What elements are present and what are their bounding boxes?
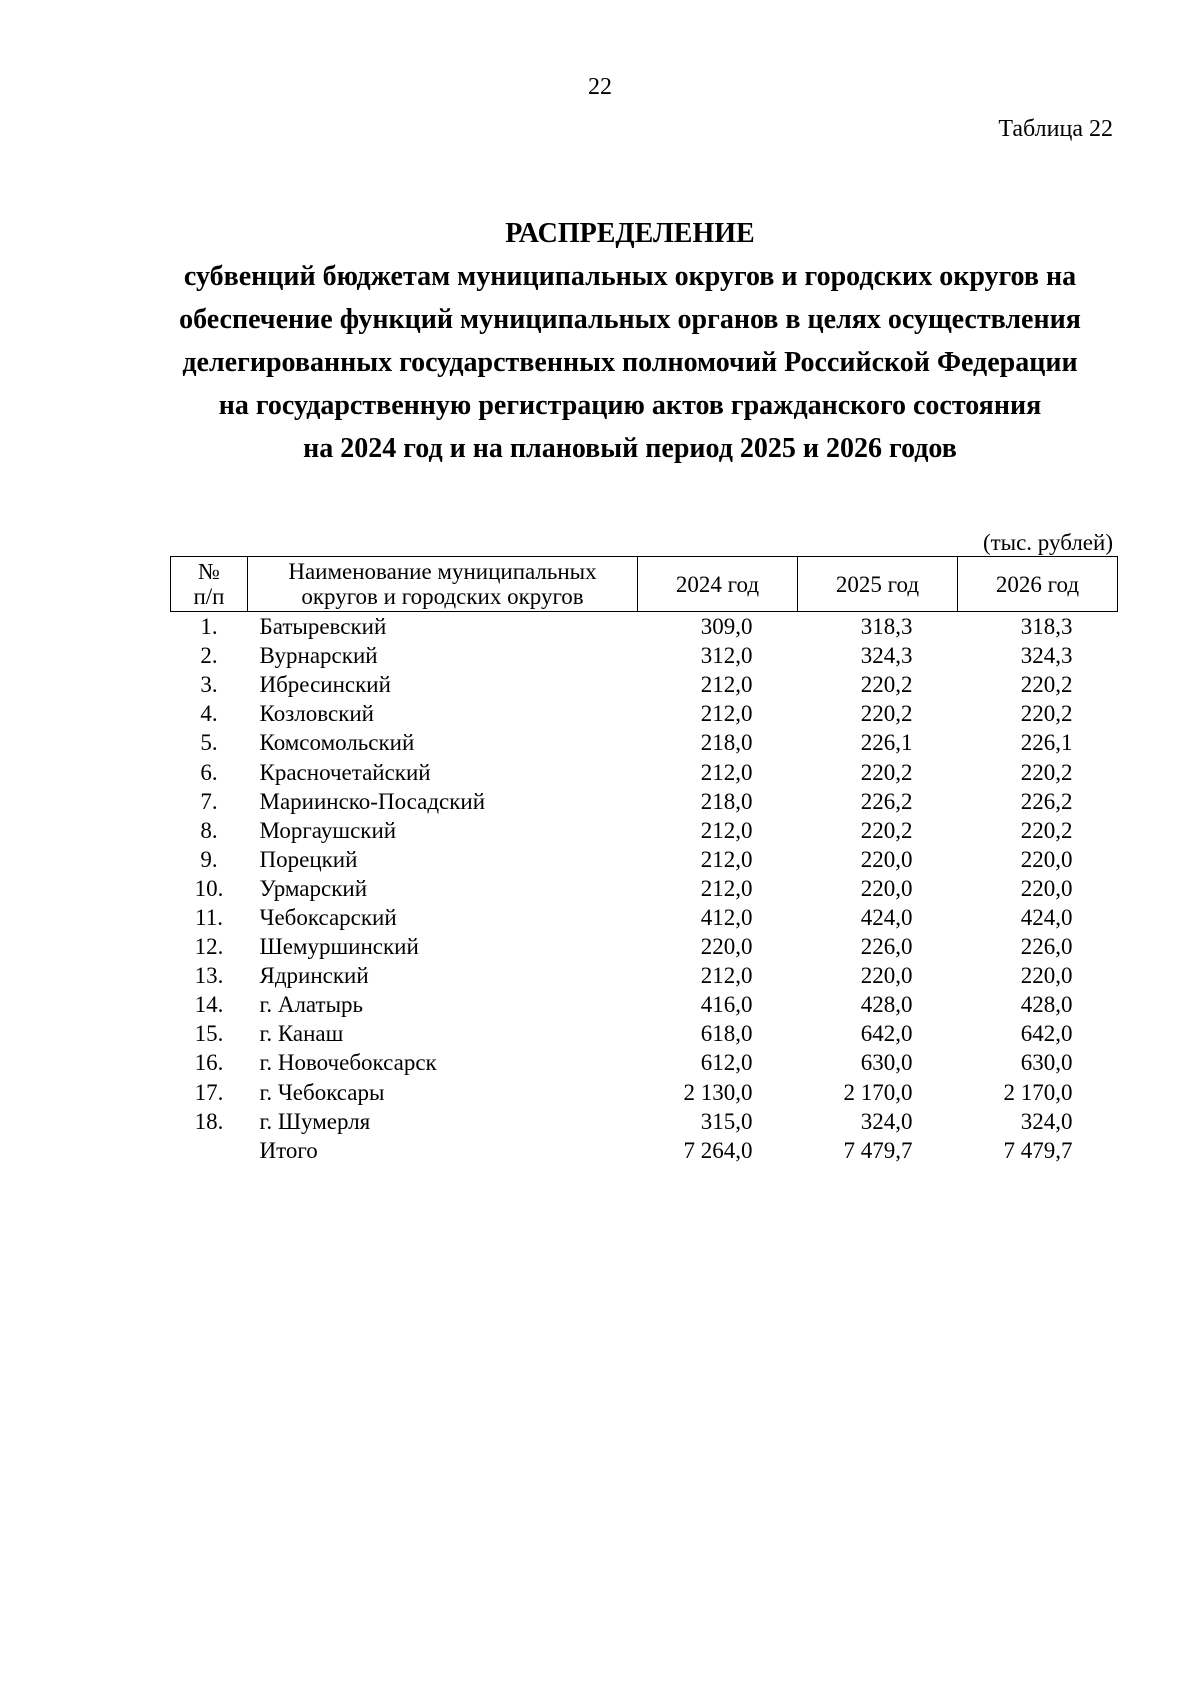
table-row [171, 932, 1118, 961]
row-number: 12. [194, 934, 224, 960]
value-2026: 324,3 [1020, 643, 1073, 669]
table-row [171, 1048, 1118, 1077]
row-number: 10. [194, 875, 224, 901]
value-2025: 226,0 [860, 934, 913, 960]
table-row [171, 1107, 1118, 1136]
value-2026: 324,0 [1020, 1108, 1073, 1134]
value-2024: 7 264,0 [683, 1137, 753, 1163]
value-2025: 642,0 [860, 1021, 913, 1047]
value-2026: 226,0 [1020, 934, 1073, 960]
row-name: Вурнарский [259, 643, 378, 669]
value-2026: 428,0 [1020, 992, 1073, 1018]
value-2026: 220,0 [1020, 875, 1073, 901]
value-2024: 416,0 [700, 992, 753, 1018]
row-name: Козловский [259, 701, 374, 727]
row-number: 2. [200, 643, 218, 669]
value-2024: 212,0 [700, 759, 753, 785]
value-2026: 220,2 [1020, 759, 1073, 785]
value-2025: 220,0 [860, 963, 913, 989]
row-name: Ибресинский [259, 672, 391, 698]
row-name: Порецкий [259, 846, 358, 872]
value-2025: 220,2 [860, 701, 913, 727]
row-number: 14. [194, 992, 224, 1018]
value-2024: 2 130,0 [683, 1079, 753, 1105]
value-2024: 309,0 [700, 614, 753, 640]
header-2025: 2025 год [798, 557, 958, 612]
row-name: г. Чебоксары [259, 1079, 385, 1105]
row-number: 13. [194, 963, 224, 989]
row-number [171, 1136, 248, 1165]
row-name: г. Шумерля [259, 1108, 371, 1134]
table-row [171, 961, 1118, 990]
units-label: (тыс. рублей) [982, 530, 1113, 555]
value-2026: 318,3 [1020, 614, 1073, 640]
value-2025: 220,2 [860, 817, 913, 843]
value-2025: 220,2 [860, 672, 913, 698]
header-number-line1: № [198, 559, 220, 584]
table-row [171, 816, 1118, 845]
value-2024: 220,0 [700, 934, 753, 960]
row-name: Шемуршинский [259, 934, 419, 960]
value-2024: 212,0 [700, 963, 753, 989]
row-name: Мариинско-Посадский [259, 788, 486, 814]
table-row [171, 728, 1118, 757]
value-2024: 212,0 [700, 846, 753, 872]
page-number: 22 [588, 74, 612, 100]
value-2024: 315,0 [700, 1108, 753, 1134]
value-2026: 220,2 [1020, 701, 1073, 727]
table-row [171, 903, 1118, 932]
value-2026: 424,0 [1020, 904, 1073, 930]
row-number: 9. [200, 846, 218, 872]
value-2026: 226,1 [1020, 730, 1073, 756]
value-2025: 630,0 [860, 1050, 913, 1076]
table-header-row [171, 557, 1118, 612]
table-row [171, 612, 1118, 642]
value-2024: 212,0 [700, 817, 753, 843]
row-number: 11. [195, 904, 223, 930]
header-2024: 2024 год [638, 557, 798, 612]
row-name: г. Новочебоксарск [259, 1050, 437, 1076]
value-2025: 318,3 [860, 614, 913, 640]
header-number-line2: п/п [193, 584, 225, 609]
row-number: 1. [200, 614, 218, 640]
value-2026: 220,0 [1020, 963, 1073, 989]
row-number: 15. [194, 1021, 224, 1047]
value-2025: 7 479,7 [843, 1137, 913, 1163]
value-2026: 2 170,0 [1003, 1079, 1073, 1105]
table-row [171, 670, 1118, 699]
row-name: Батыревский [259, 614, 387, 640]
row-number: 8. [200, 817, 218, 843]
value-2026: 630,0 [1020, 1050, 1073, 1076]
title-line: на 2024 год и на плановый период 2025 и 2026 годов [303, 433, 957, 464]
table-row [171, 1078, 1118, 1107]
title-heading: РАСПРЕДЕЛЕНИЕ [505, 218, 755, 249]
table-row [171, 699, 1118, 728]
value-2025: 324,3 [860, 643, 913, 669]
row-name: Урмарский [259, 875, 368, 901]
title-line: субвенций бюджетам муниципальных округов и городских округов на [183, 261, 1077, 292]
row-name: Итого [259, 1137, 318, 1163]
row-name: г. Канаш [259, 1021, 344, 1047]
table-row [171, 641, 1118, 670]
value-2025: 324,0 [860, 1108, 913, 1134]
table-row [171, 787, 1118, 816]
table-row [171, 990, 1118, 1019]
value-2024: 212,0 [700, 672, 753, 698]
row-name: Комсомольский [259, 730, 415, 756]
table-row [171, 757, 1118, 786]
value-2026: 220,0 [1020, 846, 1073, 872]
row-number: 6. [200, 759, 218, 785]
header-2026: 2026 год [958, 557, 1118, 612]
row-number: 3. [200, 672, 218, 698]
value-2025: 226,1 [860, 730, 913, 756]
row-number: 18. [194, 1108, 224, 1134]
value-2025: 220,0 [860, 846, 913, 872]
value-2025: 220,2 [860, 759, 913, 785]
table-row [171, 874, 1118, 903]
row-number: 17. [194, 1079, 224, 1105]
value-2024: 412,0 [700, 904, 753, 930]
row-name: Чебоксарский [259, 904, 397, 930]
distribution-table [170, 556, 1118, 1165]
value-2025: 424,0 [860, 904, 913, 930]
header-number [171, 557, 248, 612]
header-name-line2: округов и городских округов [301, 584, 584, 609]
value-2025: 428,0 [860, 992, 913, 1018]
row-name: Красночетайский [259, 759, 431, 785]
value-2024: 612,0 [700, 1050, 753, 1076]
table-label: Таблица 22 [998, 116, 1113, 142]
row-number: 4. [200, 701, 218, 727]
value-2026: 226,2 [1020, 788, 1073, 814]
total-row [171, 1136, 1118, 1165]
value-2024: 212,0 [700, 875, 753, 901]
row-number: 5. [200, 730, 218, 756]
table-row [171, 1019, 1118, 1048]
value-2024: 312,0 [700, 643, 753, 669]
document-title [150, 212, 1110, 470]
value-2024: 218,0 [700, 730, 753, 756]
header-name [248, 557, 638, 612]
row-name: г. Алатырь [259, 992, 364, 1018]
table-row [171, 845, 1118, 874]
row-number: 7. [200, 788, 218, 814]
value-2024: 618,0 [700, 1021, 753, 1047]
row-number: 16. [194, 1050, 224, 1076]
value-2025: 220,0 [860, 875, 913, 901]
value-2026: 220,2 [1020, 817, 1073, 843]
value-2026: 220,2 [1020, 672, 1073, 698]
value-2026: 642,0 [1020, 1021, 1073, 1047]
value-2024: 218,0 [700, 788, 753, 814]
row-name: Моргаушский [259, 817, 397, 843]
title-line: делегированных государственных полномочий Российской Федерации [182, 347, 1078, 378]
title-line: обеспечение функций муниципальных органов в целях осуществления [179, 304, 1081, 335]
value-2025: 2 170,0 [843, 1079, 913, 1105]
header-name-line1: Наименование муниципальных [288, 559, 597, 584]
value-2026: 7 479,7 [1003, 1137, 1073, 1163]
value-2024: 212,0 [700, 701, 753, 727]
title-line: на государственную регистрацию актов гражданского состояния [218, 390, 1042, 421]
value-2025: 226,2 [860, 788, 913, 814]
row-name: Ядринский [259, 963, 369, 989]
